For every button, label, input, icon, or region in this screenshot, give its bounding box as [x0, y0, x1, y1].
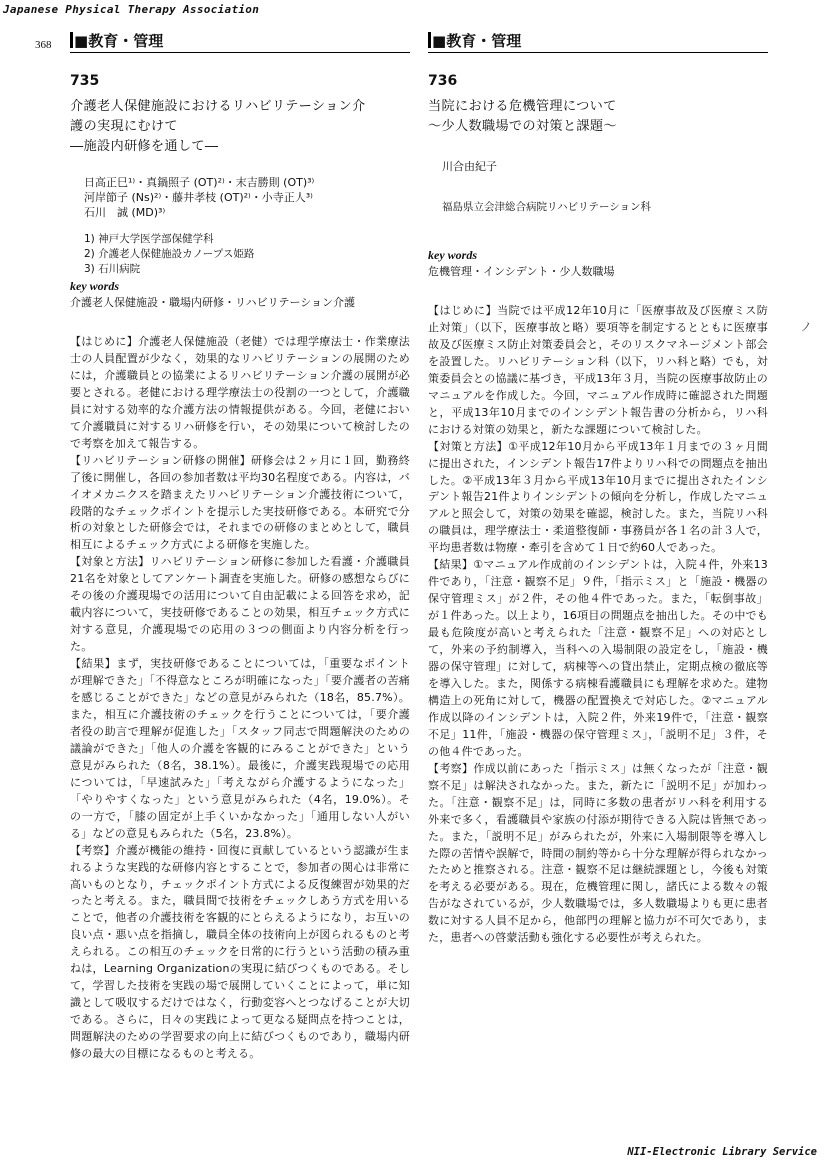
page-number: 368: [35, 39, 52, 51]
abstract-body: [70, 334, 410, 1063]
keywords: 介護老人保健施設・職場内研修・リハビリテーション介護: [70, 296, 356, 309]
abstract-title: 当院における危機管理について ～少人数職場での対策と課題～: [428, 99, 617, 134]
paragraph-introduction: 【はじめに】介護老人保健施設（老健）では理学療法士・作業療法士の人員配置が少なく，効果的なリハビリテーションの展開のためには，介護職員との協業によるリハビリテーション介護の展開が必要とされる。老健における理学療法士の役割の一つとして，介護職員に対する効率的な介護方法の情報提供がある。今回，老健において介護職員に対するリハ研修を行い，その効果について検討したので考察を加えて報告する。: [70, 335, 410, 450]
section-label: ■教育・管理: [70, 30, 410, 53]
keywords: 危機管理・インシデント・少人数職場: [428, 265, 615, 278]
section-bar-icon: [428, 32, 431, 48]
keywords-label: key words: [70, 279, 119, 293]
footer-service: NII-Electronic Library Service: [627, 1146, 817, 1158]
paragraph-discussion: 【考察】作成以前にあった「指示ミス」は無くなったが「注意・観察不足」は解決されなかった。また，新たに「説明不足」が加わった。「注意・観察不足」は，同時に多数の患者がリハ科を利用する外来で多く，看護職員や家族の付添が期待できる入院は皆無であった。また，「説明不足」がみられたが，外来に入場制限等を導入した際の苦情や誤解で，時間の制約等から十分な理解が得られなかったためと推察される。注意・観察不足は継続課題とし，今後も対策を考える必要がある。現在，危機管理に関し，諸氏による数々の報告がなされているが，少人数職場では，多人数職場よりも更に患者数に対する人員不足から，他部門の理解と協力が不可欠であり，また，患者への啓蒙活動も強化する必要性が考えられた。: [428, 761, 768, 945]
section-label-text: 教育・管理: [446, 32, 522, 50]
abstract-735: [70, 30, 410, 1063]
paragraph-introduction: 【はじめに】当院では平成12年10月に「医療事故及び医療ミス防止対策」（以下，医療事故と略）要項等を制定するとともに医療事故及び医療ミス防止対策委員会と，そのリスクマネージメント部会を設置した。リハビリテーション科（以下，リハ科と略）でも，対策委員会との協議に基づき，平成13年３月，当院の医療事故防止のマニュアルを作成した。今回，マニュアル作成時に確認された問題と，平成13年10月までのインシデント報告書の分析から，リハ科における対策の効果と，新たな課題について検討した。: [428, 304, 768, 436]
paragraph-results: 【結果】まず，実技研修であることについては，「重要なポイントが理解できた」「不得意なところが明確になった」「要介護者の苦痛を感じることができた」などの意見がみられた（18名，85.7%）。また，相互に介護技術のチェックを行うことについては，「要介護者役の助言で理解が促進した」「スタッフ同志で問題解決のための議論ができた」「他人の介護を客観的にみることができた」という意見がみられた（8名，38.1%）。最後に，介護実践現場での応用については，「早速試みた」「考えながら介護するようになった」「やりやすくなった」という意見がみられた（4名，19.0%）。その一方で，「膝の固定が上手くいかなかった」「通用しない人がいる」などの意見もみられた（5名，23.8%）。: [70, 657, 410, 840]
abstract-body: [428, 303, 768, 947]
paragraph-training: 【リハビリテーション研修の開催】研修会は２ヶ月に１回，勤務終了後に開催し，各回の参加者数は平均30名程度である。内容は，バイオメカニクスを踏まえたリハビリテーション介護技術について，段階的なチェックポイントを提示した実技研修である。本研究で分析の対象とした研修会では，それまでの研修のまとめとして，職員相互によるチェック方式による研修を実施した。: [70, 453, 410, 552]
paragraph-methods: 【対象と方法】リハビリテーション研修に参加した看護・介護職員21名を対象としてアンケート調査を実施した。研修の感想ならびにその後の介護現場での活用について自由記載による回答を求め，記載内容について，実技研修であることの効果，相互チェック方式に対する意見，介護現場での応用の３つの側面より内容分析を行った。: [70, 555, 410, 654]
section-label: ■教育・管理: [428, 30, 768, 53]
paragraph-methods: 【対策と方法】①平成12年10月から平成13年１月までの３ヶ月間に提出された，インシデント報告17件よりリハ科での問題点を抽出した。②平成13年３月から平成13年10月までに提出されたインシデント報告21件よりインシデントの傾向を分析し，作成したマニュアルと照会して，対策の効果を確認，検討した。また，当院リハ科の職員は，理学療法士・柔道整復師・事務員が各１名の計３人で，平均患者数は物療・牽引を含めて１日で約60人であった。: [428, 439, 768, 555]
margin-mark: ノ: [800, 320, 813, 334]
affiliation-list: 1) 神戸大学医学部保健学科 2) 介護老人保健施設カノープス姫路 3) 石川病院: [84, 233, 255, 275]
abstract-title: 介護老人保健施設におけるリハビリテーション介 護の実現にむけて ―施設内研修を通して―: [70, 99, 366, 154]
section-label-text: 教育・管理: [88, 32, 164, 50]
paragraph-results: 【結果】①マニュアル作成前のインシデントは，入院４件，外来13件であり，「注意・観察不足」９件，「指示ミス」と「施設・機器の保守管理ミス」が２件，その他４件であった。また，「転倒事故」が１件あった。以上より，16項目の問題点を抽出した。その中でも最も危険度が高いと考えられた「注意・観察不足」への対応として，外来の予約制導入，当科への入場制限の設定をし，「施設・機器の保守管理」に対して，病棟等への貸出禁止，定期点検の徹底等を導入した。また，関係する病棟看護職員にも理解を求めた。建物構造上の死角に対して，機器の配置換えで対応した。②マニュアル作成以降のインシデントは，入院２件，外来19件で，「注意・観察不足」11件，「施設・機器の保守管理ミス」，「説明不足」３件，その他４件であった。: [428, 558, 768, 758]
abstract-736: [428, 30, 768, 947]
association-header: Japanese Physical Therapy Association: [3, 3, 260, 16]
keywords-label: key words: [428, 248, 477, 262]
author-list: 川合由紀子: [442, 160, 497, 173]
section-bar-icon: [70, 32, 73, 48]
author-list: 日高正巳¹⁾・真鍋照子 (OT)²⁾・末吉勝則 (OT)³⁾ 河岸節子 (Ns)²⁾・藤井孝枝 (OT)²⁾・小寺正人³⁾ 石川 誠 (MD)³⁾: [84, 176, 315, 219]
abstract-number: 736: [428, 73, 458, 89]
affiliation-list: 福島県立会津総合病院リハビリテーション科: [442, 201, 652, 213]
abstract-number: 735: [70, 73, 100, 89]
paragraph-discussion: 【考察】介護が機能の維持・回復に貢献しているという認識が生まれるような実践的な研修内容とすることで，参加者の関心は非常に高いものとなり，チェックポイント方式による反復練習が効果的だったと考える。また，職員間で技術をチェックしあう方式を用いることで，他者の介護技術を客観的にとらえるようになり，お互いの良い点・悪い点を指摘し，職員全体の技術向上が図られるものと考えられる。この相互のチェックを日常的に行うという活動の積み重ねは，Learning Organizationの実現に結びつくものである。そして，学習した技術を実践の場で展開していくことによって，単に知識として吸収するだけではなく，行動変容へとつなげることが大切である。さらに，日々の実践によって更なる疑問点を持つことは，問題解決のための学習要求の向上に結びつくものであり，職場内研修の最大の目標になるものと考える。: [70, 843, 410, 1061]
